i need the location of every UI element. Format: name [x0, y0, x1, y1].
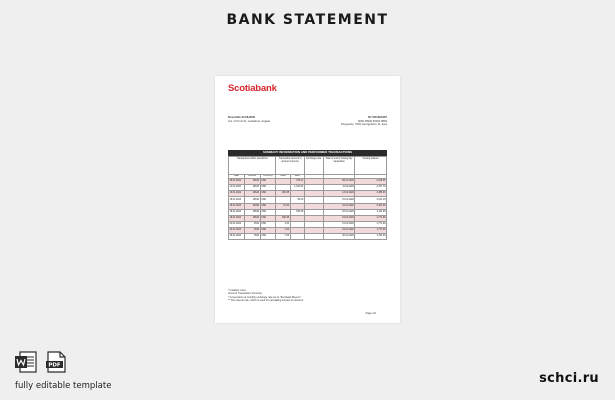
- table-cell: 2,385.03: [355, 191, 387, 197]
- table-cell: 24.01.2022: [229, 228, 245, 234]
- column-header-debit: debit: [290, 175, 304, 179]
- footnote: * Conversions at monthly exchange rate set to "Eurobank Buyers": [228, 295, 301, 299]
- table-cell: 19.01.2022: [323, 215, 355, 221]
- table-cell: [304, 234, 323, 240]
- table-cell: 2,111.08: [355, 209, 387, 215]
- bank-address: Perguanto, 7526 Georgetown, Fl. area: [341, 123, 387, 127]
- table-cell: USD: [260, 209, 276, 215]
- table-cell: 1540: [244, 221, 260, 227]
- bank-logo: Scotiabank: [228, 83, 277, 94]
- table-cell: 1540: [244, 228, 260, 234]
- pdf-file-icon: [44, 350, 68, 374]
- brand-watermark: schci.ru: [539, 371, 599, 386]
- table-cell: 16.01.2022: [229, 203, 245, 209]
- table-cell: 10640: [244, 209, 260, 215]
- editable-template-caption: fully editable template: [15, 381, 112, 391]
- table-cell: 2,451.09: [355, 203, 387, 209]
- table-cell: USD: [260, 191, 276, 197]
- table-cell: 15.01.2022: [229, 197, 245, 203]
- table-cell: 1.00: [276, 228, 290, 234]
- group-header-balance: Closing balance: [355, 157, 387, 175]
- table-cell: USD: [260, 221, 276, 227]
- table-cell: 180.38: [276, 191, 290, 197]
- column-header-amount: Amount: [244, 175, 260, 179]
- table-cell: USD: [260, 234, 276, 240]
- group-header-amount: Transaction amount in account currency: [276, 157, 304, 175]
- table-cell: 10490: [244, 203, 260, 209]
- table-cell: 10640: [244, 215, 260, 221]
- table-cell: 09.01.2022: [229, 179, 245, 185]
- account-reference: NY 60/1/E/1967: [368, 116, 387, 119]
- svg-text:PDF: PDF: [48, 362, 61, 369]
- table-cell: 30.01.2022: [323, 234, 355, 240]
- table-cell: 51.00: [276, 203, 290, 209]
- table-cell: 1540: [244, 234, 260, 240]
- table-cell: 13.01.2022: [229, 191, 245, 197]
- table-cell: 13.01.2022: [323, 191, 355, 197]
- table-cell: 1,771.09: [355, 215, 387, 221]
- table-cell: 50.00: [290, 197, 304, 203]
- table-cell: 1,181.62: [290, 185, 304, 191]
- column-header-currency: Currency: [260, 175, 276, 179]
- table-cell: 7.06: [276, 234, 290, 240]
- column-header-credit: credit: [276, 175, 290, 179]
- table-cell: 2,011.19: [355, 197, 387, 203]
- table-cell: 275.41: [290, 179, 304, 185]
- table-cell: 11.01.2022: [323, 185, 355, 191]
- table-cell: 16.01.2022: [323, 203, 355, 209]
- table-cell: USD: [260, 185, 276, 191]
- table-cell: 24.01.2022: [323, 228, 355, 234]
- table-cell: 09.01.2022: [323, 179, 355, 185]
- table-cell: 19.01.2022: [229, 215, 245, 221]
- group-header-exchange-rate: Exchange rate: [304, 157, 323, 175]
- table-cell: 21.01.2022: [323, 221, 355, 227]
- table-row: [229, 234, 387, 240]
- table-cell: 30.01.2022: [229, 234, 245, 240]
- account-number: 0000 46946 60000 9800: [357, 119, 387, 123]
- footnote: * Imitation notes: [228, 289, 246, 292]
- column-header-date: Date: [229, 175, 245, 179]
- account-holder-info: [228, 116, 308, 123]
- account-holder-name: Nova Ellis 02.08.2002: [228, 116, 256, 119]
- table-cell: 2,245.05: [355, 179, 387, 185]
- table-cell: 1,792.09: [355, 234, 387, 240]
- table-cell: USD: [260, 197, 276, 203]
- table-cell: 21.01.2022: [229, 221, 245, 227]
- table-cell: 10640: [244, 179, 260, 185]
- table-cell: USD: [260, 215, 276, 221]
- footnote: ** The interest rate, which is used for calculating interest on account: [228, 299, 304, 303]
- file-format-icons: [14, 350, 68, 374]
- table-cell: 10640: [244, 191, 260, 197]
- table-cell: USD: [260, 203, 276, 209]
- table-cell: 1,771.09: [355, 221, 387, 227]
- table-cell: USD: [260, 179, 276, 185]
- word-file-icon: [14, 350, 38, 374]
- table-cell: 15.01.2022: [323, 197, 355, 203]
- table-cell: 2,157.79: [355, 185, 387, 191]
- table-title: SUMMARY INFORMATION AND PERFORMED TRANSACTIONS: [228, 150, 387, 156]
- table-cell: 10540: [244, 197, 260, 203]
- transactions-table: [228, 150, 387, 240]
- table-cell: 180.38: [276, 215, 290, 221]
- table-cell: 11.01.2022: [229, 185, 245, 191]
- table-cell: 18.01.2022: [229, 209, 245, 215]
- page-number: Page 1/1: [365, 312, 376, 315]
- table-cell: 10640: [244, 185, 260, 191]
- table-cell: 180.38: [290, 209, 304, 215]
- table-cell: USD: [260, 228, 276, 234]
- table-cell: 1.00: [276, 221, 290, 227]
- table-cell: [290, 234, 304, 240]
- table-cell: 18.01.2022: [323, 209, 355, 215]
- account-holder-address: Cor. of Front St. Lachalmer, Angela: [228, 119, 270, 123]
- page-heading: BANK STATEMENT: [226, 12, 389, 28]
- statement-document: [215, 76, 400, 323]
- group-header-date: Date of end of closing day transaction: [323, 157, 355, 175]
- footnotes: [228, 289, 303, 303]
- table-cell: 1,771.09: [355, 228, 387, 234]
- account-number-info: [307, 116, 387, 127]
- footnote: Account Transaction Summary: [228, 292, 263, 296]
- group-header-operations: Transactions within operations: [229, 157, 276, 175]
